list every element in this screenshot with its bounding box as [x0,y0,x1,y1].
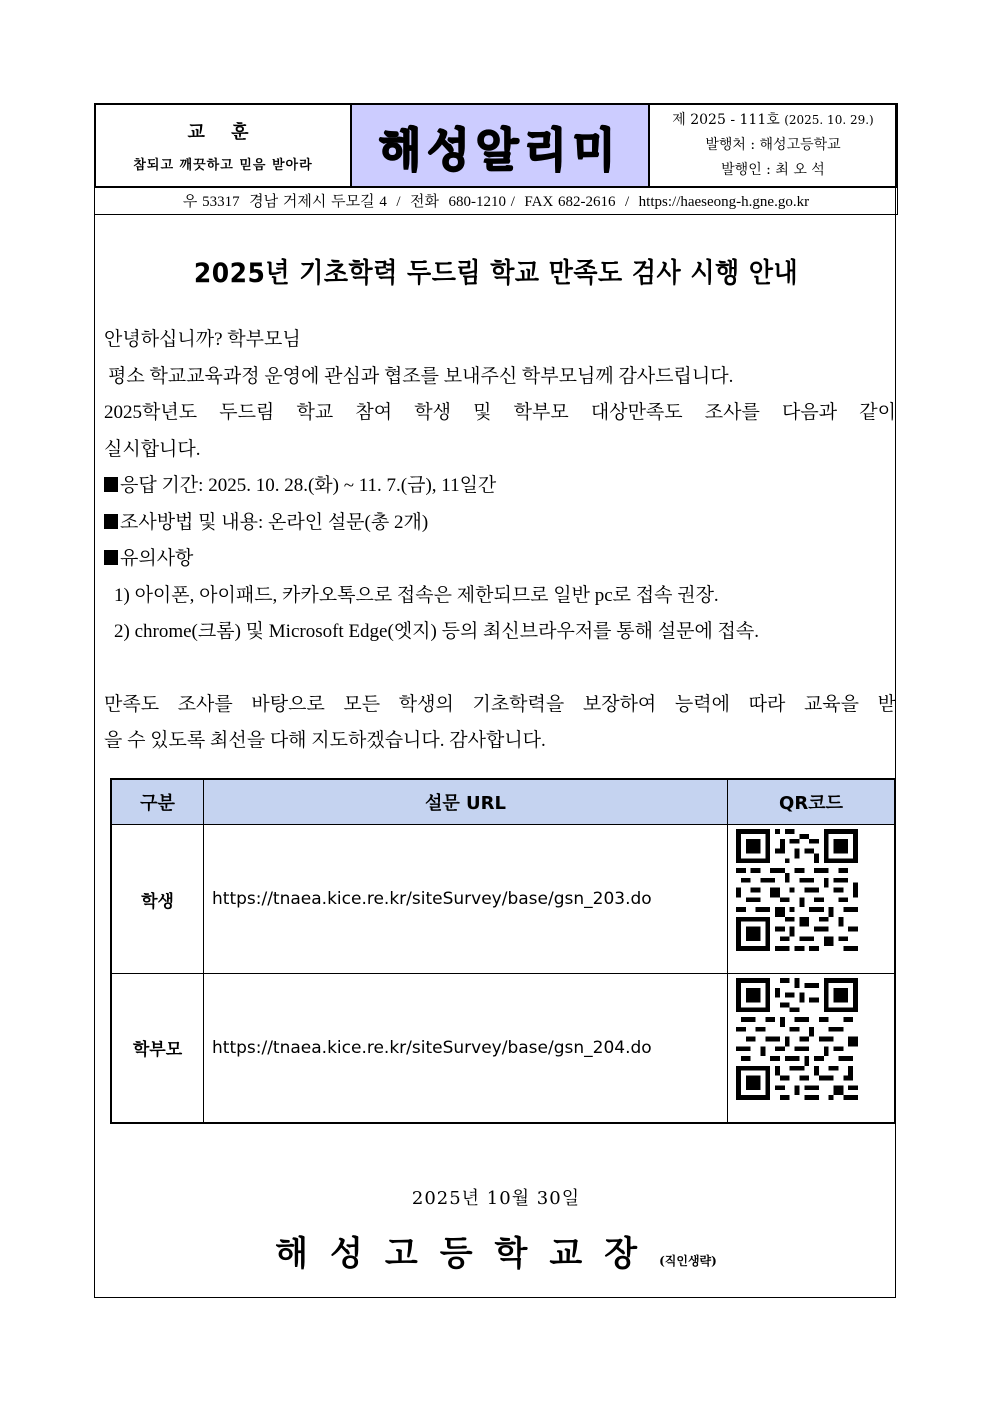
document-body [104,322,896,760]
note-2: 2) chrome(크롬) 및 Microsoft Edge(엣지) 등의 최신브라우저를 통해 설문에 접속. [114,621,760,642]
header-type: 구분 [111,779,204,825]
publisher: 발행처 : 해성고등학교 [705,137,841,153]
issuer: 발행인 : 최 오 석 [721,162,825,178]
square-bullet-icon [104,550,118,565]
qr-code-icon[interactable] [736,978,858,1100]
student-qr-cell [728,825,896,974]
principal-signature [0,1226,992,1275]
issue-date: (2025. 10. 29.) [784,113,874,127]
parent-qr-cell [728,974,896,1123]
row-type-student: 학생 [111,825,204,974]
header-url: 설문 URL [204,779,728,825]
student-survey-link[interactable]: https://tnaea.kice.re.kr/siteSurvey/base/gsn_203.do [204,825,728,974]
address-text: 우 53317 경남 거제시 두모길 4 / 전화 680-1210 / FAX 682-2616 / https://haeseong-h.gne.go.kr [182,194,810,210]
document-title: 2025년 기초학력 두드림 학교 만족도 검사 시행 안내 [193,256,799,289]
newsletter-logo [352,105,650,186]
closing-line-1: 만족도 조사를 바탕으로 모든 학생의 기초학력을 보장하여 능력에 따라 교육을 받 [104,693,896,715]
masthead [94,103,898,188]
motto-text: 참되고 깨끗하고 믿음 받아라 [133,158,313,173]
issue-line [672,108,873,133]
motto-title: 교 훈 [187,122,259,143]
school-motto [96,105,352,186]
paragraph-2-line-1: 2025학년도 두드림 학교 참여 학생 및 학부모 대상만족도 조사를 다음과 같이 [104,402,896,423]
square-bullet-icon [104,514,118,529]
paragraph-2-line-2: 실시합니다. [104,438,201,460]
header-qr: QR코드 [728,779,896,825]
item-response-period: 응답 기간: 2025. 10. 28.(화) ~ 11. 7.(금), 11일간 [104,468,896,505]
signature-note: (직인생략) [659,1254,717,1268]
issue-info [650,105,896,186]
greeting: 안녕하십니까? 학부모님 [104,329,301,350]
item-survey-method: 조사방법 및 내용: 온라인 설문(총 2개) [104,505,896,542]
table-header-row [111,779,895,825]
closing-line-2: 을 수 있도록 최선을 다해 지도하겠습니다. 감사합니다. [104,730,546,751]
row-type-parent: 학부모 [111,974,204,1123]
table-row-parent [111,974,895,1123]
square-bullet-icon [104,477,118,492]
note-1: 1) 아이폰, 아이패드, 카카오톡으로 접속은 제한되므로 일반 pc로 접속 권장. [114,584,719,606]
table-row-student [111,825,895,974]
newsletter-name: 해성알리미 [378,123,622,177]
qr-code-icon[interactable] [736,829,858,951]
paragraph-1: 평소 학교교육과정 운영에 관심과 협조를 보내주신 학부모님께 감사드립니다. [108,365,734,387]
address-bar [94,187,898,215]
survey-table [110,778,896,1124]
issue-date-footer: 2025년 10월 30일 [411,1188,581,1209]
item-notes: 유의사항 [104,541,896,578]
parent-survey-link[interactable]: https://tnaea.kice.re.kr/siteSurvey/base/gsn_204.do [204,974,728,1123]
issue-number: 제 2025 - 111호 [672,112,780,128]
signature-name: 해성고등학교장 [275,1234,660,1274]
